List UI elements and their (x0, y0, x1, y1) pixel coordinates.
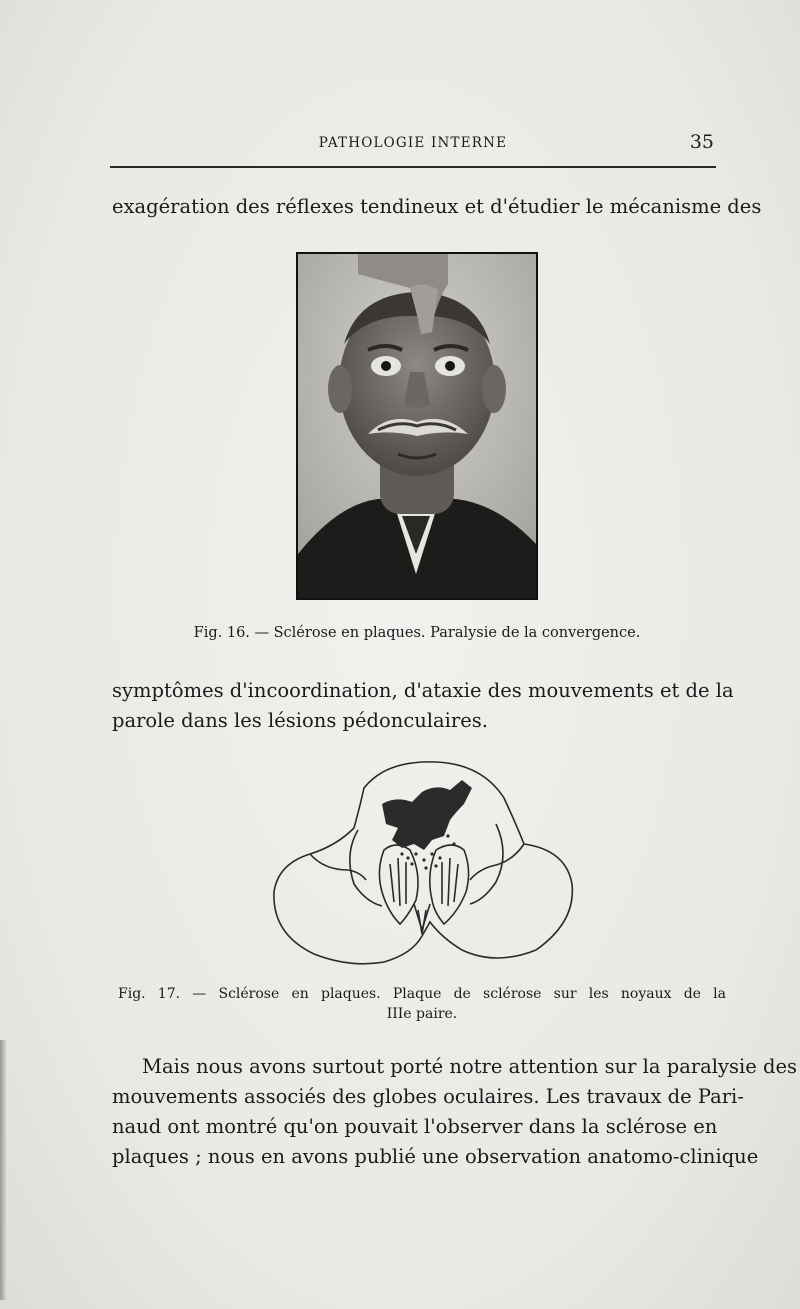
header-rule (110, 166, 716, 168)
paragraph-line-2: mouvements associés des globes oculaires. Les travaux de Pari- (112, 1085, 744, 1108)
body-paragraph (112, 1052, 798, 1172)
paragraph-line-4: plaques ; nous en avons publié une observation anatomo-clinique (112, 1145, 759, 1168)
figure-17-caption-line-2: IIIe paire. (386, 1006, 458, 1022)
body-line-mid-2: parole dans les lésions pédonculaires. (112, 709, 488, 732)
page-edge-shadow (0, 1040, 6, 1300)
figure-17-diagram (266, 754, 578, 970)
body-line-mid-1: symptômes d'incoordination, d'ataxie des mouvements et de la (112, 679, 734, 702)
running-title: PATHOLOGIE INTERNE (318, 135, 508, 151)
page-number: 35 (689, 131, 714, 153)
paragraph-line-1: Mais nous avons surtout porté notre attention sur la paralysie des (142, 1055, 798, 1078)
figure-16-photograph (296, 252, 538, 600)
figure-16-caption: Fig. 16. — Sclérose en plaques. Paralysie de la convergence. (193, 625, 641, 641)
figure-17-caption-line-1: Fig. 17. — Sclérose en plaques. Plaque de sclérose sur les noyaux de la (118, 986, 726, 1002)
running-head (110, 133, 716, 155)
paragraph-line-3: naud ont montré qu'on pouvait l'observer dans la sclérose en (112, 1115, 718, 1138)
body-line-top: exagération des réflexes tendineux et d'étudier le mécanisme des (112, 195, 762, 218)
